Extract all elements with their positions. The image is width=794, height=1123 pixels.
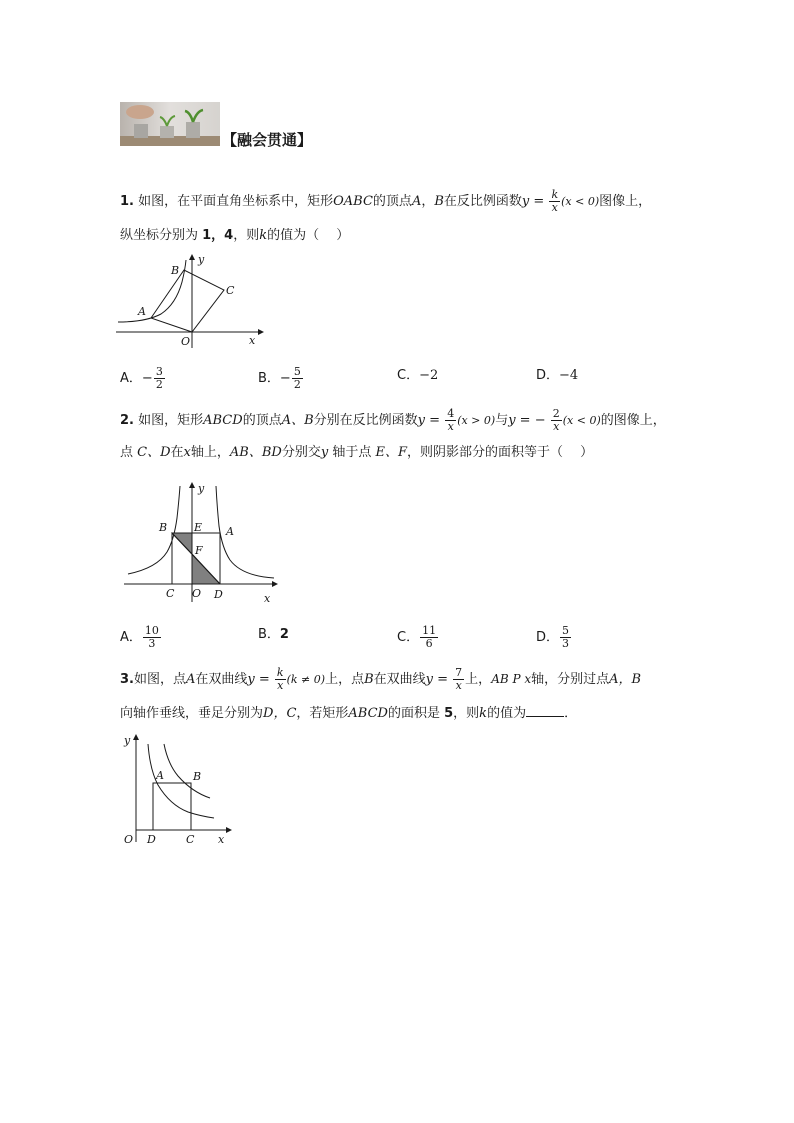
q2-label-A: A [226,525,234,538]
header-photo [120,102,220,146]
q3-label-C: C [186,833,195,846]
q1-option-c[interactable]: C．−2 [397,368,439,383]
q1-label-A: A [138,305,146,318]
q2-option-c[interactable]: C． $\frac{11}{6}$ [397,624,437,650]
q1-line1: 1. 如图，在平面直角坐标系中，矩形OABC的顶点A，B在反比例函数y = $\frac{k}{x}$ (x < 0)图像上， [120,188,652,214]
q2-label-B: B [159,521,168,534]
q2-label-E: E [194,521,203,534]
answer-blank[interactable] [526,704,564,717]
q1-label-B: B [171,264,180,277]
q1-fraction: $\frac{k}{x}$ [551,188,559,214]
q2-label-C: C [166,587,175,600]
q1-label-x: x [249,334,256,347]
q1-label-y: y [198,253,205,266]
q2-label-F: F [195,544,203,557]
q2-label-x: x [264,592,271,605]
q1-label-O: O [181,335,191,348]
q1-line2: 纵坐标分别为 1，4，则k的值为（ ） [120,228,350,243]
q2-figure [122,478,282,610]
q1-option-a[interactable]: A．− $\frac{3}{2}$ [120,365,163,391]
q2-label-D: D [214,588,223,601]
q3-label-O: O [124,833,134,846]
q2-line2: 点 C、D在x轴上，AB、BD分别交y 轴于点 E、F，则阴影部分的面积等于（ ） [120,445,594,460]
q2-line1: 2. 如图，矩形ABCD的顶点A、B分别在反比例函数y = $\frac{4}{x}$ (x > 0)与y = − $\frac{2}{x}$ (x < 0)的图像上， [120,407,666,433]
q2-option-d[interactable]: D． $\frac{5}{3}$ [536,624,570,650]
q3-line2: 向轴作垂线，垂足分别为D，C，若矩形ABCD的面积是 5，则k的值为 ． [120,706,578,721]
q3-label-B: B [193,770,202,783]
q1-option-b[interactable]: B．− $\frac{5}{2}$ [258,365,301,391]
q1-figure [116,252,266,356]
q3-label-A: A [156,769,164,782]
q3-label-D: D [147,833,156,846]
q3-label-y: y [124,734,131,747]
section-title: 【融会贯通】 [222,131,313,149]
q3-line1: 3.如图，点A在双曲线y = $\frac{k}{x}$ (k ≠ 0)上，点B在双曲线y = $\frac{7}{x}$ 上，AB P x轴，分别过点A，B [120,666,642,692]
q3-figure [118,730,238,854]
q3-label-x: x [218,833,225,846]
q2-option-b[interactable]: B．2 [258,627,289,642]
q1-option-d[interactable]: D．−4 [536,368,579,383]
q2-option-a[interactable]: A． $\frac{10}{3}$ [120,624,159,650]
q2-label-O: O [192,587,202,600]
q2-label-y: y [198,482,205,495]
q1-label-C: C [226,284,235,297]
